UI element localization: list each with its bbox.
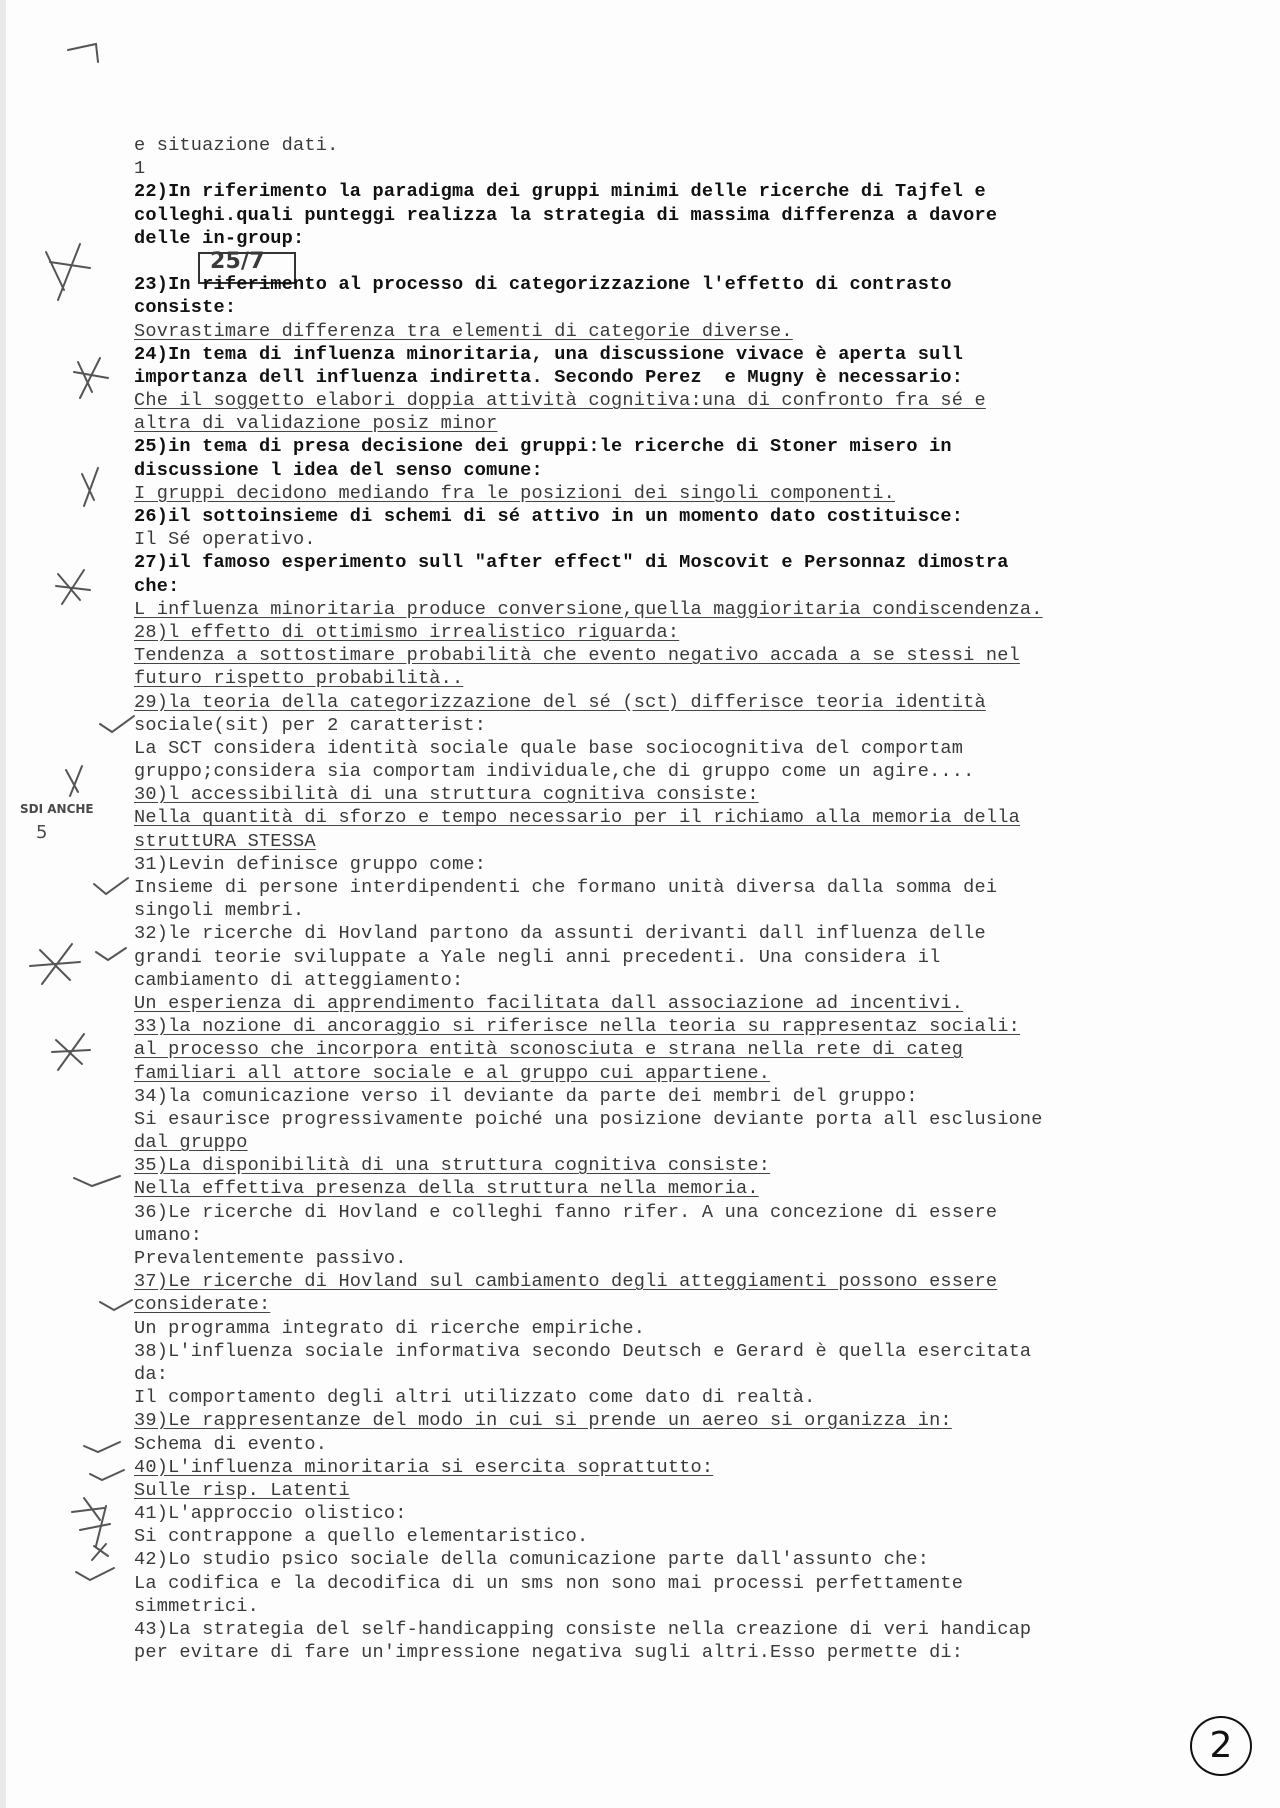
answer-line: Tendenza a sottostimare probabilità che evento negativo accada a se stessi nel (134, 645, 1020, 667)
question-line: 26)il sottoinsieme di schemi di sé attivo in un momento dato costituisce: (134, 506, 964, 527)
check-mark-icon (100, 1300, 132, 1310)
answer-line: Si contrappone a quello elementaristico. (134, 1526, 589, 1548)
answer-line: Insieme di persone interdipendenti che formano unità diversa dalla somma dei (134, 877, 998, 898)
answer-line: L influenza minoritaria produce conversione,quella maggioritaria condiscendenza. (134, 598, 1043, 620)
answer-line: 30)l accessibilità di una struttura cognitiva consiste: (134, 784, 759, 806)
answer-line: Si esaurisce progressivamente poiché una posizione deviante porta all esclusione (134, 1108, 1043, 1130)
answer-line: 32)le ricerche di Hovland partono da assunti derivanti dall influenza delle (134, 923, 986, 945)
answer-line: 37)Le ricerche di Hovland sul cambiamento degli atteggiamenti possono essere (134, 1271, 998, 1293)
answer-line: Il comportamento degli altri utilizzato come dato di realtà. (134, 1387, 816, 1409)
answer-line: 43)La strategia del self-handicapping consiste nella creazione di veri handicap (134, 1619, 1032, 1640)
answer-line: 36)Le ricerche di Hovland e colleghi fanno rifer. A una concezione di essere (134, 1201, 998, 1223)
answer-line: La codifica e la decodifica di un sms non sono mai processi perfettamente (134, 1572, 964, 1594)
question-line: 27)il famoso esperimento sull "after effect" di Moscovit e Personnaz dimostra (134, 552, 1009, 574)
answer-line: Che il soggetto elabori doppia attività cognitiva:una di confronto fra sé e (134, 390, 986, 412)
cross-mark-icon (74, 358, 108, 398)
question-line: 22)In riferimento la paradigma dei gruppi minimi delle ricerche di Tajfel e (134, 181, 986, 203)
check-mark-icon (96, 948, 126, 960)
check-mark-icon (84, 1442, 120, 1452)
star-mark-icon (92, 1544, 108, 1560)
check-mark-icon (90, 1470, 124, 1480)
cross-mark-icon (82, 468, 98, 506)
star-mark-icon (30, 944, 80, 984)
check-mark-icon (76, 1568, 114, 1580)
answer-line: per evitare di fare un'impressione negativa sugli altri.Esso permette di: (134, 1642, 964, 1664)
answer-line: Sulle risp. Latenti (134, 1479, 350, 1501)
question-line: delle in-group: (134, 227, 305, 249)
answer-line: 40)L'influenza minoritaria si esercita soprattutto: (134, 1456, 714, 1478)
answer-line: 28)l effetto di ottimismo irrealistico riguarda: (134, 621, 680, 643)
answer-line: struttURA STESSA (134, 830, 316, 852)
answer-line: dal gruppo (134, 1132, 248, 1154)
answer-line: al processo che incorpora entità sconosciuta e strana nella rete di categ (134, 1039, 964, 1061)
answer-line: 39)Le rappresentanze del modo in cui si prende un aereo si organizza in: (134, 1410, 952, 1432)
answer-line: La SCT considera identità sociale quale base sociocognitiva del comportam (134, 737, 964, 759)
answer-line: futuro rispetto probabilità.. (134, 668, 464, 690)
question-line: 23)In riferimento al processo di categorizzazione l'effetto di contrasto (134, 274, 952, 296)
document-body (134, 134, 1194, 1664)
answer-line: considerate: (134, 1294, 271, 1316)
question-line: consiste: (134, 297, 237, 319)
answer-line: 1 (134, 158, 146, 180)
answer-line: 38)L'influenza sociale informativa secondo Deutsch e Gerard è quella esercitata (134, 1340, 1032, 1362)
answer-line: 25/7 (210, 248, 265, 274)
answer-line: Schema di evento. (134, 1433, 328, 1455)
answer-line: Un programma integrato di ricerche empiriche. (134, 1317, 646, 1339)
answer-line: cambiamento di atteggiamento: (134, 969, 464, 991)
answer-line: Nella effettiva presenza della struttura nella memoria. (134, 1178, 759, 1200)
cross-mark-icon (66, 766, 82, 796)
question-line: importanza dell influenza indiretta. Secondo Perez e Mugny è necessario: (134, 366, 964, 388)
answer-line: gruppo;considera sia comportam individuale,che di gruppo come un agire.... (134, 761, 975, 783)
check-mark-icon (84, 1498, 106, 1546)
question-line: che: (134, 575, 180, 597)
answer-line: altra di validazione posiz minor (134, 413, 498, 435)
answer-line: 34)la comunicazione verso il deviante da parte dei membri del gruppo: (134, 1085, 918, 1107)
margin-note-5: 5 (36, 822, 48, 843)
question-line: 24)In tema di influenza minoritaria, una discussione vivace è aperta sull (134, 343, 964, 365)
check-mark-icon (100, 716, 134, 732)
answer-line: 41)L'approccio olistico: (134, 1503, 407, 1525)
answer-line: 29)la teoria della categorizzazione del sé (sct) differisce teoria identità (134, 691, 986, 713)
answer-line: familiari all attore sociale e al gruppo cui appartiene. (134, 1062, 771, 1084)
question-line: 25)in tema di presa decisione dei gruppi:le ricerche di Stoner misero in (134, 436, 952, 458)
answer-line: Nella quantità di sforzo e tempo necessario per il richiamo alla memoria della (134, 807, 1020, 829)
answer-line: Sovrastimare differenza tra elementi di categorie diverse. (134, 320, 793, 342)
answer-line: I gruppi decidono mediando fra le posizioni dei singoli componenti. (134, 482, 895, 504)
corner-scribble-icon (68, 44, 98, 62)
answer-line: da: (134, 1363, 169, 1385)
check-mark-icon (74, 1176, 120, 1186)
question-line: colleghi.quali punteggi realizza la strategia di massima differenza a davore (134, 204, 998, 226)
answer-line: umano: (134, 1224, 203, 1246)
star-mark-icon (52, 1034, 90, 1070)
answer-line: sociale(sit) per 2 caratterist: (134, 714, 487, 736)
answer-line: grandi teorie sviluppate a Yale negli anni precedenti. Una considera il (134, 946, 941, 968)
answer-line: e situazione dati. (134, 135, 339, 156)
answer-line: singoli membri. (134, 900, 305, 922)
answer-line: simmetrici. (134, 1595, 259, 1617)
answer-line: Prevalentemente passivo. (134, 1248, 407, 1269)
answer-line: 35)La disponibilità di una struttura cognitiva consiste: (134, 1155, 771, 1177)
answer-line: Il Sé operativo. (134, 529, 316, 551)
answer-line: 33)la nozione di ancoraggio si riferisce nella teoria su rappresentaz sociali: (134, 1016, 1020, 1038)
answer-line: Un esperienza di apprendimento facilitata dall associazione ad incentivi. (134, 992, 964, 1014)
check-mark-icon (94, 878, 128, 894)
answer-line: 31)Levin definisce gruppo come: (134, 853, 487, 875)
cross-mark-icon (46, 244, 90, 300)
question-line: discussione l idea del senso comune: (134, 459, 543, 481)
page-number: 2 (1190, 1716, 1252, 1776)
answer-line: 42)Lo studio psico sociale della comunicazione parte dall'assunto che: (134, 1549, 930, 1571)
margin-note-anche: SDI ANCHE (20, 802, 94, 816)
star-mark-icon (56, 570, 90, 604)
